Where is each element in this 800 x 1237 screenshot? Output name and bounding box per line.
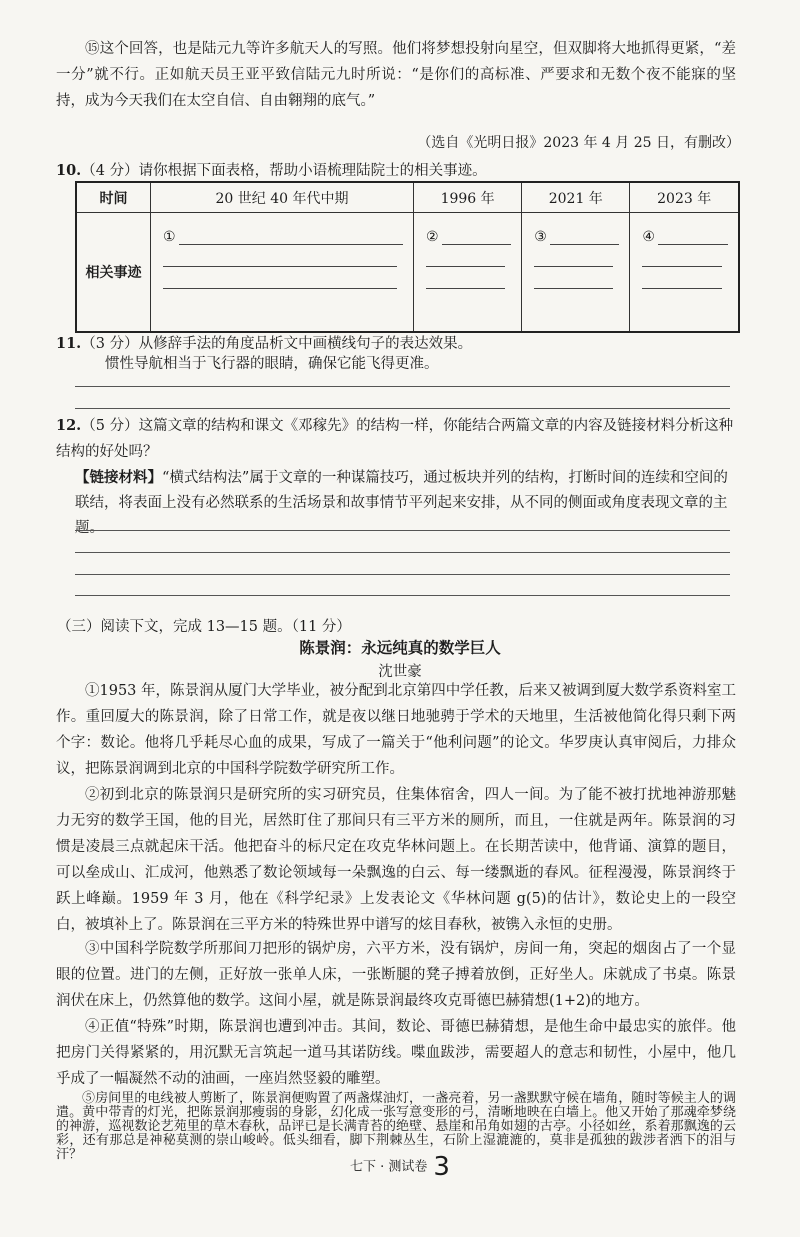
question-number: 11. — [56, 335, 82, 352]
article-paragraph-4: ④正值“特殊”时期，陈景润也遭到冲击。其间，数论、哥德巴赫猜想，是他生命中最忠实的旅伴。他把房门关得紧紧的，用沉默无言筑起一道马其诺防线。喋血跋涉，需要超人的意志和韧性，小屋中，他几乎成了一幅凝然不动的油画，一座岿然竖毅的雕塑。 — [56, 1019, 736, 1087]
article-author: 沈世豪 — [378, 664, 422, 680]
table-column-header: 1996 年 — [414, 182, 522, 213]
article-paragraph-5: ⑤房间里的电线被人剪断了，陈景润便购置了两盏煤油灯，一盏亮着，另一盏默默守候在墙角，随时等候主人的调遣。黄中带青的灯光，把陈景润那瘦弱的身影，幻化成一张写意变形的弓，清晰地映在白墙上。他又开始了那魂牵梦绕的神游，巡视数论艺苑里的草木春秋，品评已是长满青苔的绝壁、悬崖和吊角如翅的古亭。小径如丝，系着那飘逸的云彩，还有那总是神秘莫测的崇山峻岭。低头细看，脚下荆棘丛生，石阶上湿漉漉的，莫非是孤独的跋涉者洒下的泪与汗？ — [56, 1091, 736, 1162]
article-paragraph-2: ②初到北京的陈景润只是研究所的实习研究员，住集体宿舍，四人一间。为了能不被打扰地神游那魅力无穷的数学王国，他的目光，居然盯住了那间只有三平方米的厕所，而且，一住就是两年。陈景润的习惯是凌晨三点就起床干活。他把奋斗的标尺定在攻克华林问题上。在长期苦读中，他背诵、演算的题目，可以垒成山、汇成河，他熟悉了数论领域每一朵飘逸的白云、每一缕飘逝的春风。征程漫漫，陈景润终于跃上峰巅。1959 年 3 月，他在《科学纪录》上发表论文《华林问题 g(5)的估计》，数论史上的一段空白，被填补上了。陈景润在三平方米的特殊世界中谱写的炫目春秋，被镌入永恒的史册。 — [56, 787, 736, 933]
footer-label: 七下 · 测试卷 — [350, 1159, 428, 1175]
answer-line[interactable] — [75, 408, 730, 409]
article-paragraph-3: ③中国科学院数学所那间刀把形的锅炉房，六平方米，没有锅炉，房间一角，突起的烟囱占了一个显眼的位置。进门的左侧，正好放一张单人床，一张断腿的凳子搏着放倒，正好坐人。床就成了书桌。陈景润伏在床上，仍然算他的数学。这间小屋，就是陈景润最终攻克哥德巴赫猜想(1+2)的地方。 — [56, 941, 736, 1009]
table-column-header: 20 世纪 40 年代中期 — [151, 182, 414, 213]
section-heading: （三）阅读下文，完成 13—15 题。（11 分） — [57, 619, 351, 635]
blank-marker: ① — [163, 229, 176, 245]
answer-line[interactable] — [75, 530, 730, 531]
table-row-label: 相关事迹 — [76, 213, 151, 333]
question-text: （4 分）请你根据下面表格，帮助小语梳理陆院士的相关事迹。 — [81, 163, 487, 179]
article-paragraph-1: ①1953 年，陈景润从厦门大学毕业，被分配到北京第四中学任教，后来又被调到厦大数学系资料室工作。重回厦大的陈景润，除了日常工作，就是夜以继日地驰骋于学术的天地里，生活被他简化得只剩下两个字：数论。他将几乎耗尽心血的成果，写成了一篇关于“他利问题”的论文。华罗庚认真审阅后，力排众议，把陈景润调到北京的中国科学院数学研究所工作。 — [56, 683, 736, 777]
passage-paragraph-15: ⑮这个回答，也是陆元九等许多航天人的写照。他们将梦想投射向星空，但双脚将大地抓得更紧，“差一分”就不行。正如航天员王亚平致信陆元九时所说：“是你们的高标准、严要求和无数个夜不能寐的坚持，成为今天我们在太空自信、自由翱翔的底气。” — [56, 41, 736, 109]
question-text: （5 分）这篇文章的结构和课文《邓稼先》的结构一样，你能结合两篇文章的内容及链接材料分析这种结构的好处吗？ — [56, 418, 734, 460]
article-title: 陈景润：永远纯真的数学巨人 — [299, 639, 501, 657]
answer-line[interactable] — [75, 574, 730, 575]
blank-marker: ② — [426, 229, 439, 245]
blank-marker: ③ — [534, 229, 547, 245]
page-footer — [0, 1152, 800, 1182]
table-column-header: 2021 年 — [522, 182, 630, 213]
answer-cell-1[interactable] — [151, 213, 414, 333]
table-column-header: 2023 年 — [630, 182, 739, 213]
question-number: 10. — [56, 162, 82, 179]
quoted-sentence: 惯性导航相当于飞行器的眼睛，确保它能飞得更准。 — [105, 356, 439, 372]
answer-cell-3[interactable] — [522, 213, 630, 333]
answer-line[interactable] — [75, 386, 730, 387]
answer-line[interactable] — [75, 595, 730, 596]
table-header-label: 时间 — [76, 182, 151, 213]
question-text: （3 分）从修辞手法的角度品析文中画横线句子的表达效果。 — [81, 336, 473, 352]
question-number: 12. — [56, 417, 82, 434]
blank-marker: ④ — [642, 229, 655, 245]
link-tag: 【链接材料】 — [75, 470, 162, 486]
source-citation: （选自《光明日报》2023 年 4 月 25 日，有删改） — [417, 135, 740, 151]
facts-table — [75, 181, 740, 333]
page-number: 3 — [433, 1152, 450, 1182]
question-12 — [56, 413, 746, 465]
link-text: “横式结构法”属于文章的一种谋篇技巧，通过板块并列的结构，打断时间的连续和空间的联结，将表面上没有必然联系的生活场景和故事情节平列起来安排，从不同的侧面或角度表现文章的主题。 — [75, 470, 728, 536]
answer-line[interactable] — [75, 552, 730, 553]
answer-cell-4[interactable] — [630, 213, 739, 333]
answer-cell-2[interactable] — [414, 213, 522, 333]
